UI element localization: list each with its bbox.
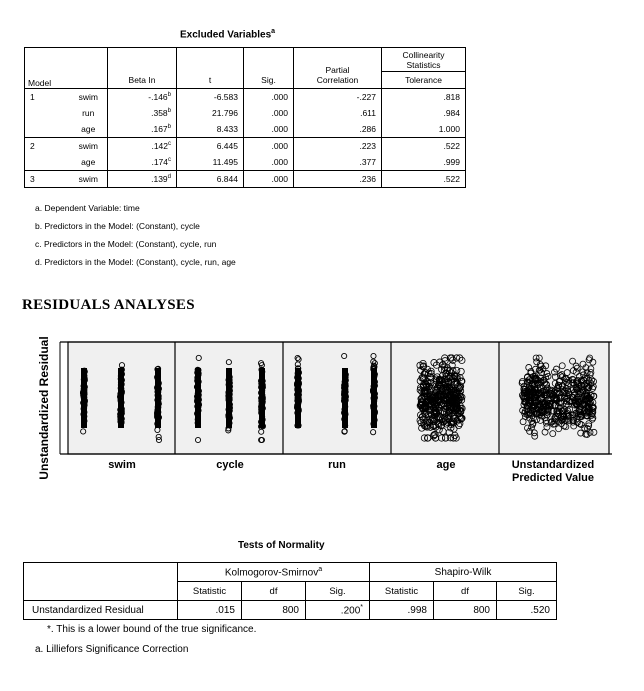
scatter-column: [80, 368, 87, 434]
t-cell: 8.433: [177, 121, 244, 138]
collinearity-header-1: Collinearity: [402, 49, 445, 60]
panel-label-run: run: [328, 459, 346, 471]
t-cell: 6.445: [177, 138, 244, 155]
normality-footnote-a: a. Lilliefors Significance Correction: [35, 644, 189, 655]
sig-header: Sig.: [244, 72, 294, 89]
dense-points: [226, 368, 232, 428]
table-row: [25, 105, 466, 121]
sw-statistic: .998: [370, 601, 434, 620]
variable-cell: swim: [78, 174, 98, 184]
panel-label-age: age: [436, 459, 456, 471]
model-cell: 2: [30, 141, 35, 151]
partial-correlation-cell: .377: [294, 154, 382, 171]
model-cell: 1: [30, 92, 35, 102]
footnote-c: c. Predictors in the Model: (Constant), cycle, run: [35, 239, 217, 249]
footnote-a: a. Dependent Variable: time: [35, 203, 140, 213]
variable-cell: swim: [78, 141, 98, 151]
dense-points: [155, 368, 161, 428]
model-header: Model: [28, 78, 52, 88]
excluded-variables-body: [25, 89, 466, 188]
sig-cell: .000: [244, 105, 294, 121]
table-row: [25, 138, 466, 155]
dense-points: [118, 368, 124, 428]
sw-df-header: df: [434, 582, 497, 601]
ks-statistic-header: Statistic: [178, 582, 242, 601]
partial-correlation-cell: .223: [294, 138, 382, 155]
table-row: [25, 89, 466, 106]
variable-cell: age: [81, 157, 96, 167]
footnote-b: b. Predictors in the Model: (Constant), cycle: [35, 221, 200, 231]
dense-points: [259, 368, 265, 428]
beta-in-cell: -.146$^b$: [108, 89, 177, 106]
t-cell: -6.583: [177, 89, 244, 106]
beta-in-cell: .139$^d$: [108, 171, 177, 188]
panel-label-cycle: cycle: [216, 459, 244, 471]
sig-cell: .000: [244, 171, 294, 188]
residuals-scatter-plot: [0, 330, 644, 490]
panel-label-swim: swim: [108, 459, 136, 471]
sw-statistic-header: Statistic: [370, 582, 434, 601]
normality-table: [23, 562, 557, 620]
tolerance-cell: .522: [382, 171, 466, 188]
beta-in-cell: .358$^b$: [108, 105, 177, 121]
dense-points: [342, 368, 348, 428]
dense-points: [295, 368, 301, 428]
tolerance-cell: .522: [382, 138, 466, 155]
variable-cell: age: [81, 124, 96, 134]
footnote-d: d. Predictors in the Model: (Constant), cycle, run, age: [35, 257, 236, 267]
row-label: Unstandardized Residual: [32, 604, 144, 616]
beta-in-header: Beta In: [108, 72, 177, 89]
scatter-panels: [60, 342, 612, 454]
sw-group-header: Shapiro-Wilk: [370, 563, 557, 582]
normality-footnote-star: *. This is a lower bound of the true significance.: [47, 624, 257, 635]
partial-correlation-cell: -.227: [294, 89, 382, 106]
sw-sig: .520: [497, 601, 557, 620]
t-header: t: [177, 72, 244, 89]
table-row: [24, 601, 557, 620]
beta-in-cell: .174$^c$: [108, 154, 177, 171]
panel-label-predicted-2: Predicted Value: [512, 472, 594, 484]
ks-sig-header: Sig.: [306, 582, 370, 601]
normality-title: Tests of Normality: [238, 540, 325, 551]
table-row: [25, 154, 466, 171]
tolerance-header: Tolerance: [382, 72, 466, 89]
sig-cell: .000: [244, 138, 294, 155]
model-cell: [25, 105, 70, 121]
panel-label-predicted-1: Unstandardized: [511, 459, 595, 471]
t-cell: 11.495: [177, 154, 244, 171]
t-cell: 21.796: [177, 105, 244, 121]
panel-labels: [108, 459, 594, 484]
ks-sig: .200*: [306, 601, 370, 620]
scatter-column: [370, 353, 377, 434]
section-heading: RESIDUALS ANALYSES: [22, 297, 195, 313]
dense-points: [195, 368, 201, 428]
sw-sig-header: Sig.: [497, 582, 557, 601]
scatter-column: [226, 360, 233, 433]
model-cell: 3: [30, 174, 35, 184]
beta-in-cell: .142$^c$: [108, 138, 177, 155]
excluded-variables-table: [24, 47, 466, 188]
ks-df: 800: [242, 601, 306, 620]
dense-points: [371, 368, 377, 428]
sig-cell: .000: [244, 121, 294, 138]
excluded-variables-title: Excluded Variables$^a$: [180, 28, 276, 41]
partial-correlation-cell: .611: [294, 105, 382, 121]
ks-group-header: Kolmogorov-Smirnov$^a$: [178, 563, 370, 582]
variable-cell: swim: [78, 92, 98, 102]
tolerance-cell: .999: [382, 154, 466, 171]
table-row: [25, 171, 466, 188]
beta-in-cell: .167$^b$: [108, 121, 177, 138]
ks-df-header: df: [242, 582, 306, 601]
sw-df: 800: [434, 601, 497, 620]
partial-correlation-cell: .286: [294, 121, 382, 138]
ks-statistic: .015: [178, 601, 242, 620]
tolerance-cell: .984: [382, 105, 466, 121]
model-cell: [25, 121, 70, 138]
partial-header-2: Correlation: [316, 75, 359, 85]
tolerance-cell: .818: [382, 89, 466, 106]
y-axis-label: Unstandardized Residual: [37, 336, 51, 480]
scatter-column: [117, 363, 124, 428]
tolerance-cell: 1.000: [382, 121, 466, 138]
variable-cell: run: [82, 108, 95, 118]
partial-correlation-cell: .236: [294, 171, 382, 188]
sig-cell: .000: [244, 89, 294, 106]
dense-points: [81, 368, 87, 428]
table-row: [25, 121, 466, 138]
t-cell: 6.844: [177, 171, 244, 188]
collinearity-header-2: Statistics: [406, 59, 441, 70]
partial-header-1: Partial: [325, 65, 350, 75]
model-cell: [25, 154, 70, 171]
sig-cell: .000: [244, 154, 294, 171]
